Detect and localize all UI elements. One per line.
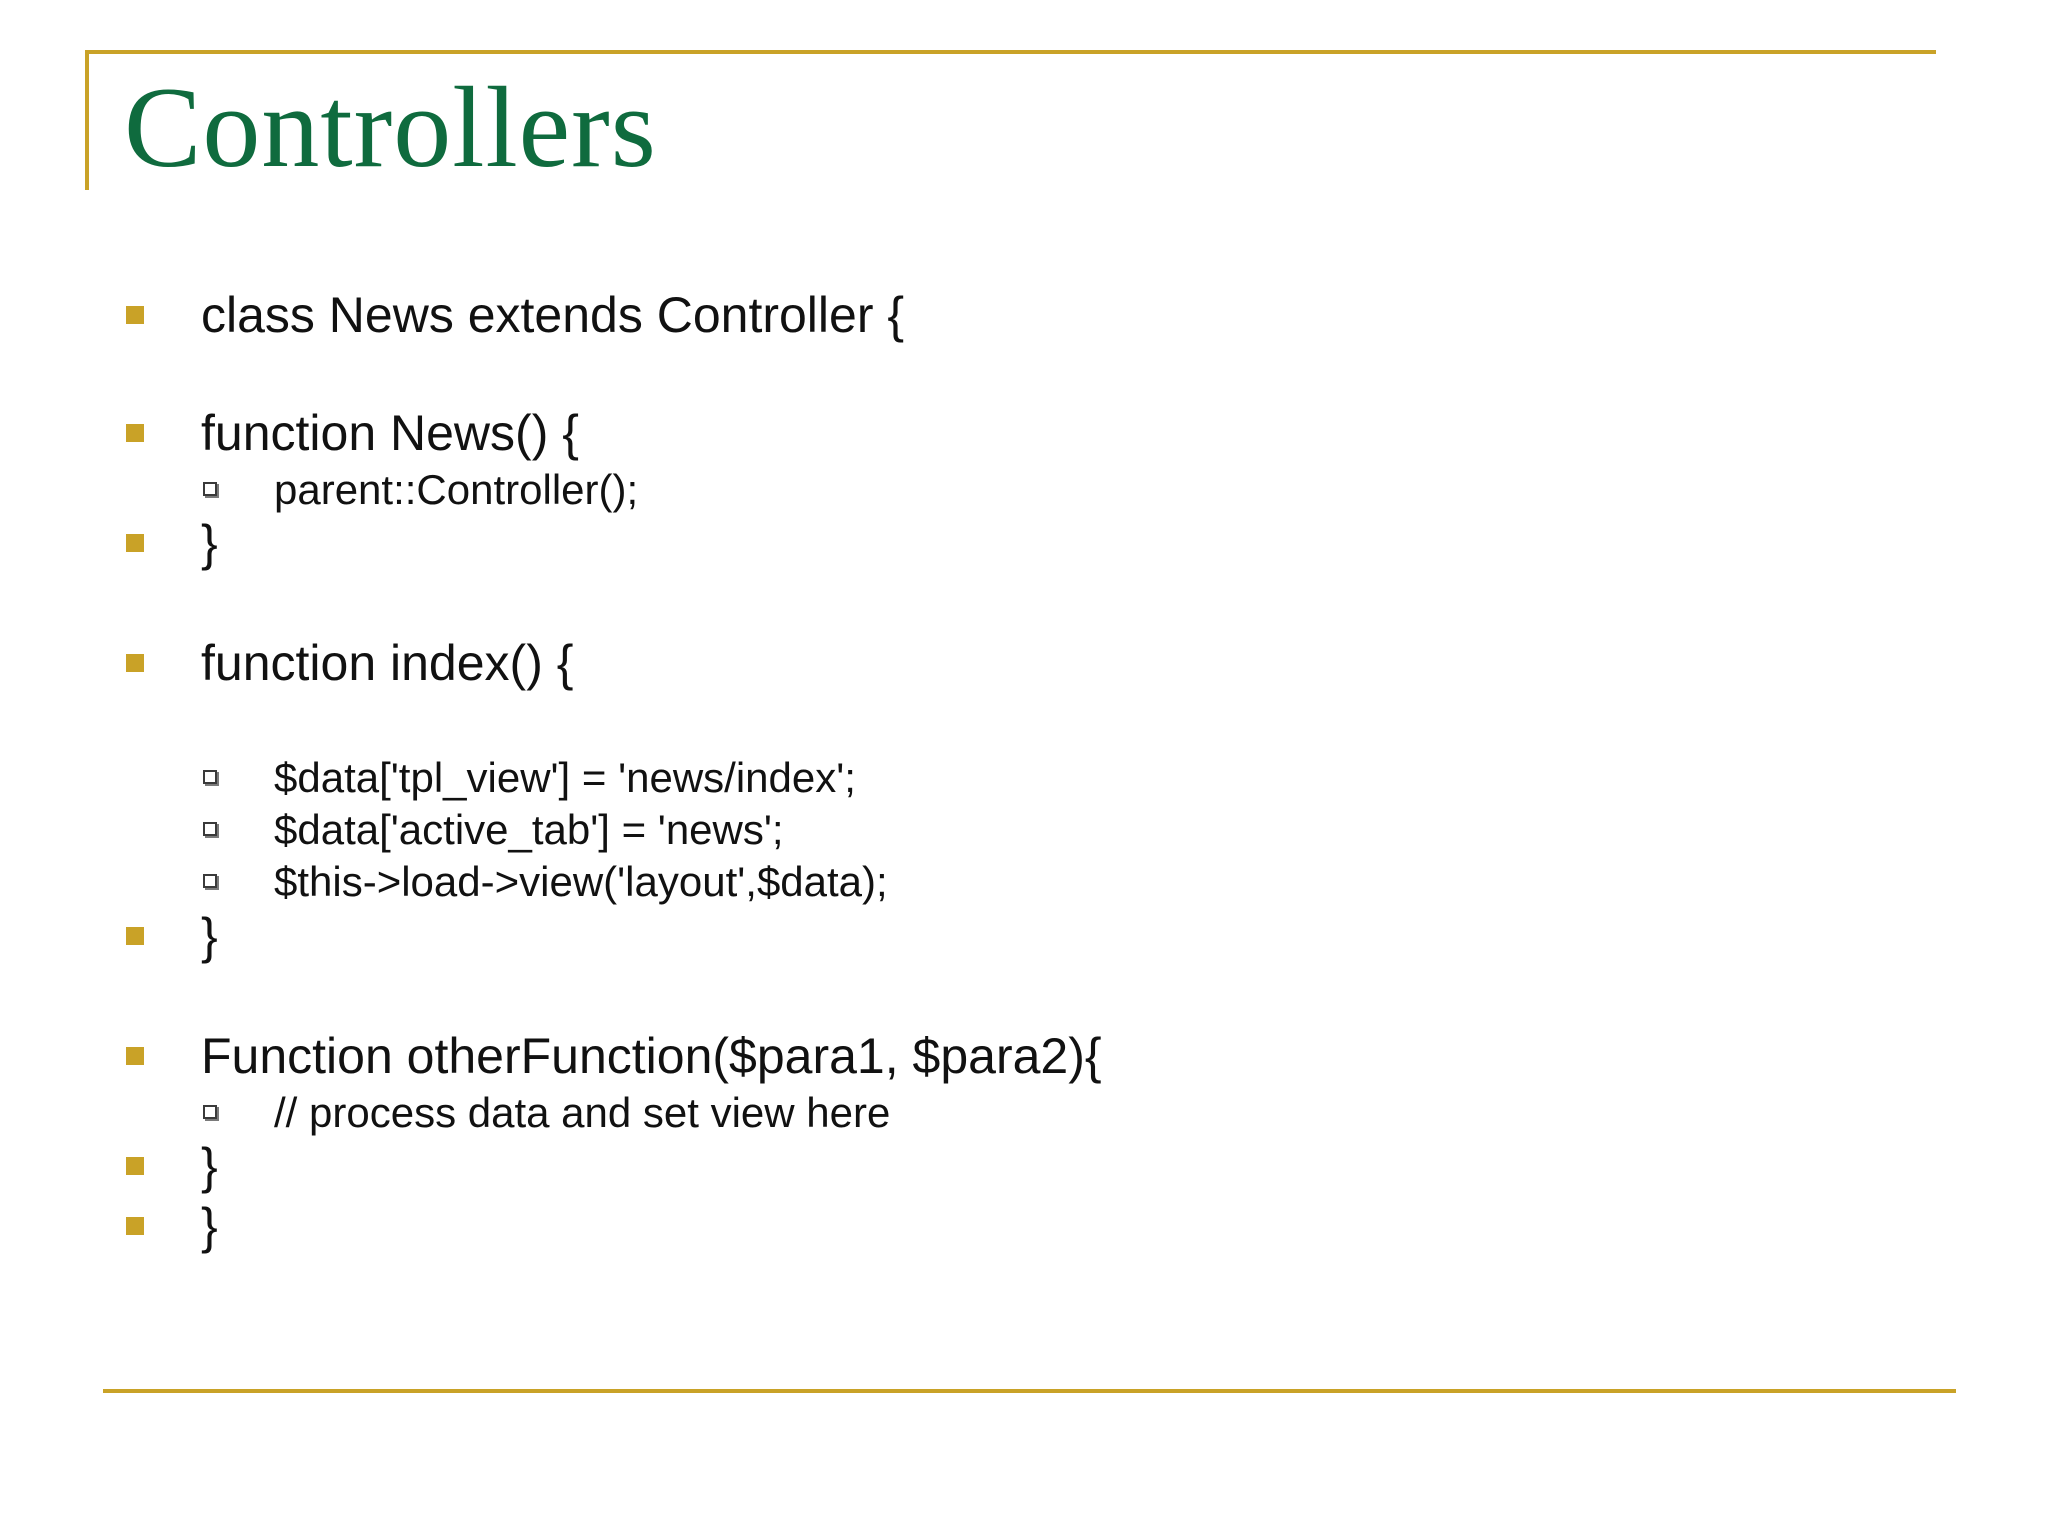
- list-item-text: // process data and set view here: [274, 1089, 891, 1136]
- list-item: [0, 752, 1300, 804]
- list-item-text: }: [201, 908, 218, 964]
- open-square-bullet-icon: [203, 822, 217, 836]
- square-bullet-icon: [126, 424, 144, 442]
- list-item: [0, 1196, 1300, 1256]
- open-square-bullet-icon: [203, 482, 217, 496]
- footer-rule: [103, 1389, 1956, 1393]
- open-square-bullet-icon: [203, 770, 217, 784]
- open-square-bullet-icon: [203, 874, 217, 888]
- list-item: [0, 1087, 1300, 1139]
- square-bullet-icon: [126, 654, 144, 672]
- slide-title: Controllers: [124, 64, 657, 192]
- list-item-text: $data['tpl_view'] = 'news/index';: [274, 754, 856, 801]
- list-item-text: Function otherFunction($para1, $para2){: [201, 1028, 1102, 1084]
- list-item: [0, 403, 1300, 463]
- list-item-text: class News extends Controller {: [201, 287, 905, 343]
- square-bullet-icon: [126, 534, 144, 552]
- square-bullet-icon: [126, 1157, 144, 1175]
- list-item: [0, 804, 1300, 856]
- list-item-text: $data['active_tab'] = 'news';: [274, 806, 784, 853]
- list-item-text: $this->load->view('layout',$data);: [274, 858, 888, 905]
- list-item-text: }: [201, 515, 218, 571]
- list-item-text: function index() {: [201, 635, 574, 691]
- open-square-bullet-icon: [203, 1105, 217, 1119]
- list-item: [0, 633, 1300, 693]
- list-item-text: function News() {: [201, 405, 579, 461]
- title-frame-top-rule: [85, 50, 1936, 54]
- list-item-text: }: [201, 1198, 218, 1254]
- list-item: [0, 1026, 1300, 1086]
- list-item: [0, 513, 1300, 573]
- list-item: [0, 285, 1300, 345]
- title-frame-left-rule: [85, 50, 89, 190]
- list-item-text: parent::Controller();: [274, 466, 639, 513]
- square-bullet-icon: [126, 927, 144, 945]
- square-bullet-icon: [126, 1217, 144, 1235]
- list-item: [0, 906, 1300, 966]
- list-item-text: }: [201, 1138, 218, 1194]
- list-item: [0, 464, 1300, 516]
- square-bullet-icon: [126, 1047, 144, 1065]
- list-item: [0, 1136, 1300, 1196]
- list-item: [0, 856, 1300, 908]
- square-bullet-icon: [126, 306, 144, 324]
